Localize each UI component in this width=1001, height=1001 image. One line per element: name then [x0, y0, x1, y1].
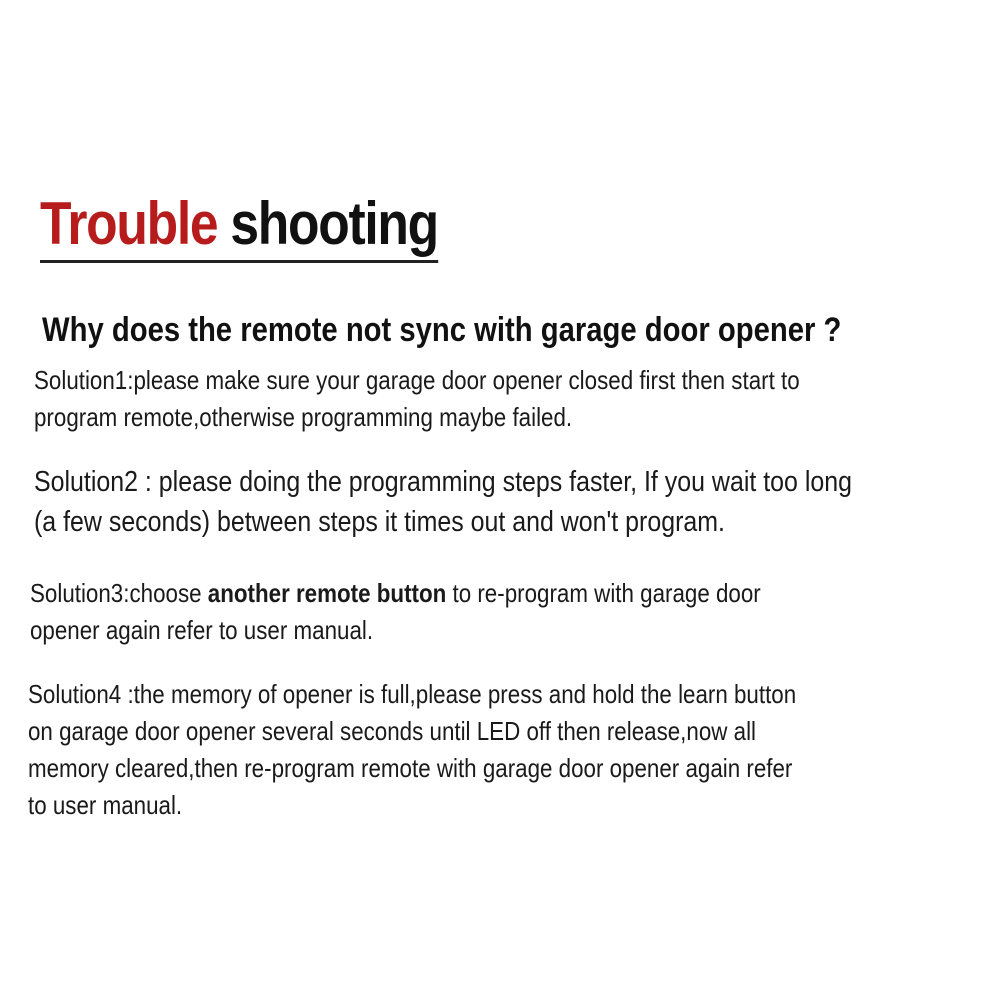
question-heading: Why does the remote not sync with garage door opener ? — [42, 311, 842, 349]
solution-3-prefix: Solution3:choose — [30, 578, 208, 608]
solution-2-line-1: Solution2 : please doing the programming steps faster, If you wait too long — [34, 466, 852, 498]
solution-2-line-2: (a few seconds) between steps it times out and won't program. — [34, 506, 725, 538]
solution-3-line-1 — [30, 575, 761, 612]
solution-4-line-3: memory cleared,then re-program remote with garage door opener again refer — [28, 753, 793, 783]
page-title — [40, 188, 438, 263]
solution-3 — [30, 575, 761, 649]
solution-1 — [34, 362, 800, 436]
title-word-trouble: Trouble — [40, 190, 218, 257]
solution-3-emphasis: another remote button — [207, 578, 447, 608]
solution-1-line-1: Solution1:please make sure your garage door opener closed first then start to — [34, 365, 800, 395]
solution-2 — [34, 462, 852, 542]
solution-4-line-2: on garage door opener several seconds until LED off then release,now all — [28, 716, 757, 746]
solution-4-line-4: to user manual. — [28, 790, 183, 820]
solution-3-line-2: opener again refer to user manual. — [30, 615, 374, 645]
solution-3-suffix: to re-program with garage door — [446, 578, 761, 608]
solution-4 — [28, 676, 796, 824]
solution-4-line-1: Solution4 :the memory of opener is full,please press and hold the learn button — [28, 679, 797, 709]
solution-1-line-2: program remote,otherwise programming maybe failed. — [34, 402, 573, 432]
title-word-shooting: shooting — [230, 190, 438, 257]
